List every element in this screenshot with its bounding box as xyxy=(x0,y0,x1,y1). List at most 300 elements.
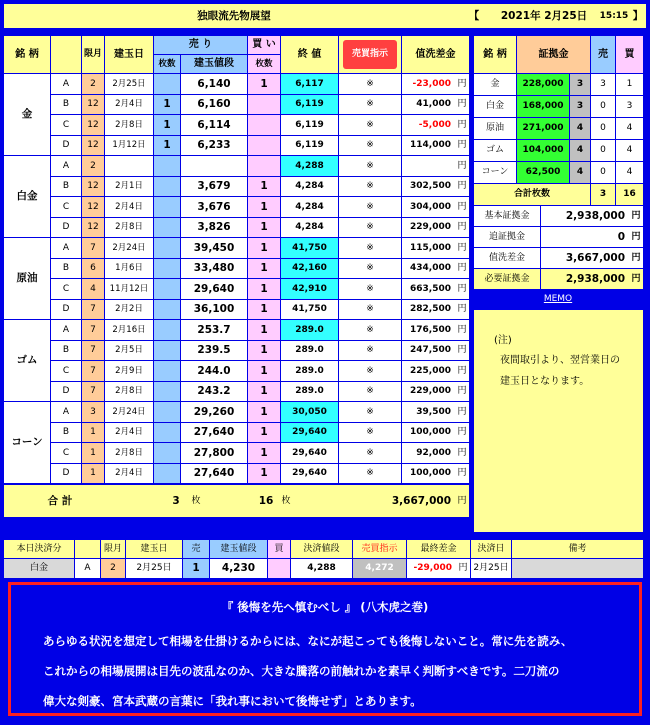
settle-header-0: 本日決済分 xyxy=(4,540,74,558)
settle-header-10: 備考 xyxy=(512,540,643,558)
settle-entry-date: 2月25日 xyxy=(126,559,182,578)
row-signal: ※ xyxy=(339,74,401,94)
side-row-sell: 3 xyxy=(591,74,615,95)
row-sell-qty xyxy=(154,402,180,422)
row-signal: ※ xyxy=(339,382,401,401)
row-tag: B xyxy=(51,177,81,196)
header-sell-qty: 枚数 xyxy=(154,55,180,73)
side-total-label: 合計枚数 xyxy=(474,184,590,205)
row-entry-price: 39,450 xyxy=(181,238,247,258)
side-row-name: ゴム xyxy=(474,140,516,161)
settle-note xyxy=(512,559,643,578)
row-close: 42,160 xyxy=(281,259,338,278)
row-signal: ※ xyxy=(339,218,401,237)
row-tag: A xyxy=(51,320,81,340)
settle-tag: A xyxy=(75,559,100,578)
row-buy-qty: 1 xyxy=(248,259,280,278)
total-mark-diff: 3,667,000 xyxy=(370,485,455,517)
row-sell-qty xyxy=(154,279,180,299)
row-tag: C xyxy=(51,361,81,381)
side-row-margin: 62,500 xyxy=(517,162,569,183)
row-unit: 円 xyxy=(455,95,469,114)
side-row-count: 4 xyxy=(570,118,590,139)
row-close: 289.0 xyxy=(281,320,338,340)
row-tag: D xyxy=(51,464,81,483)
side-row-sell: 0 xyxy=(591,118,615,139)
settle-header-6: 決済値段 xyxy=(291,540,352,558)
row-mark-diff: 247,500 xyxy=(402,341,455,360)
row-tag: D xyxy=(51,218,81,237)
bracket-open: 【 xyxy=(468,9,480,22)
row-mark-diff: 41,000 xyxy=(402,95,455,114)
row-buy-qty: 1 xyxy=(248,279,280,299)
settle-header-9: 決済日 xyxy=(471,540,511,558)
row-signal: ※ xyxy=(339,156,401,176)
header-time: 15:15 xyxy=(599,10,629,21)
row-entry-date: 2月8日 xyxy=(105,115,153,135)
settle-header-8: 最終差金 xyxy=(407,540,470,558)
row-sell-qty: 1 xyxy=(154,136,180,155)
row-unit: 円 xyxy=(455,423,469,442)
row-close: 30,050 xyxy=(281,402,338,422)
quote-line-2: これからの相場展開は目先の波乱なのか、大きな騰落の前触れかを素早く判断すべきです。二刀流の xyxy=(43,664,560,678)
row-buy-qty xyxy=(248,136,280,155)
row-tag: D xyxy=(51,136,81,155)
row-close: 42,910 xyxy=(281,279,338,299)
row-sell-qty xyxy=(154,156,180,176)
row-entry-date: 2月5日 xyxy=(105,341,153,360)
row-close: 4,288 xyxy=(281,156,338,176)
row-entry-price: 36,100 xyxy=(181,300,247,319)
row-entry-price: 243.2 xyxy=(181,382,247,401)
title-bar xyxy=(2,2,648,30)
header-signal xyxy=(339,36,401,73)
row-entry-price: 3,679 xyxy=(181,177,247,196)
row-month: 1 xyxy=(82,423,104,442)
row-entry-price: 3,826 xyxy=(181,218,247,237)
row-entry-date: 2月25日 xyxy=(105,74,153,94)
group-name-3: ゴム xyxy=(4,320,50,401)
row-close: 6,119 xyxy=(281,136,338,155)
header-date: 2021年 2月25日 xyxy=(500,9,588,22)
row-sell-qty xyxy=(154,423,180,442)
side-header-buy: 買 xyxy=(616,36,643,73)
row-entry-date: 1月12日 xyxy=(105,136,153,155)
signal-badge: 売買指示 xyxy=(343,40,397,69)
side-row-buy: 4 xyxy=(616,162,643,183)
row-buy-qty xyxy=(248,95,280,114)
row-mark-diff: 39,500 xyxy=(402,402,455,422)
row-tag: C xyxy=(51,443,81,463)
row-tag: D xyxy=(51,382,81,401)
row-buy-qty: 1 xyxy=(248,197,280,217)
row-sell-qty: 1 xyxy=(154,95,180,114)
row-month: 1 xyxy=(82,464,104,483)
row-entry-price: 239.5 xyxy=(181,341,247,360)
row-unit: 円 xyxy=(455,341,469,360)
row-month: 12 xyxy=(82,95,104,114)
row-tag: B xyxy=(51,259,81,278)
row-buy-qty: 1 xyxy=(248,238,280,258)
header-month: 限月 xyxy=(82,36,104,73)
summary-label: 追証拠金 xyxy=(474,227,540,247)
side-header-sell: 売 xyxy=(591,36,615,73)
row-entry-price: 3,676 xyxy=(181,197,247,217)
row-signal: ※ xyxy=(339,464,401,483)
row-sell-qty xyxy=(154,382,180,401)
row-mark-diff: 302,500 xyxy=(402,177,455,196)
row-close: 4,284 xyxy=(281,197,338,217)
total-buy-unit: 枚 xyxy=(278,485,294,517)
summary-unit: 円 xyxy=(629,206,643,226)
row-month: 6 xyxy=(82,259,104,278)
row-buy-qty: 1 xyxy=(248,341,280,360)
row-sell-qty xyxy=(154,300,180,319)
row-unit: 円 xyxy=(455,361,469,381)
row-entry-price: 6,233 xyxy=(181,136,247,155)
row-tag: D xyxy=(51,300,81,319)
row-mark-diff: 282,500 xyxy=(402,300,455,319)
row-unit: 円 xyxy=(455,279,469,299)
row-mark-diff: 115,000 xyxy=(402,238,455,258)
row-unit: 円 xyxy=(455,74,469,94)
settle-buy-qty xyxy=(268,559,290,578)
side-row-margin: 271,000 xyxy=(517,118,569,139)
row-entry-date: 2月1日 xyxy=(105,177,153,196)
row-tag: B xyxy=(51,423,81,442)
side-row-margin: 168,000 xyxy=(517,96,569,117)
row-tag: B xyxy=(51,95,81,114)
row-signal: ※ xyxy=(339,361,401,381)
row-mark-diff: 304,000 xyxy=(402,197,455,217)
header-entry-date: 建玉日 xyxy=(105,36,153,73)
side-row-margin: 104,000 xyxy=(517,140,569,161)
row-unit: 円 xyxy=(455,464,469,483)
row-close: 4,284 xyxy=(281,177,338,196)
row-entry-date: 2月24日 xyxy=(105,402,153,422)
settle-brand: 白金 xyxy=(4,559,74,578)
row-buy-qty: 1 xyxy=(248,464,280,483)
row-tag: B xyxy=(51,341,81,360)
row-entry-date: 2月4日 xyxy=(105,464,153,483)
header-entry-price: 建玉値段 xyxy=(181,55,247,73)
row-buy-qty: 1 xyxy=(248,423,280,442)
row-signal: ※ xyxy=(339,443,401,463)
side-row-name: 金 xyxy=(474,74,516,95)
side-row-buy: 1 xyxy=(616,74,643,95)
side-row-count: 4 xyxy=(570,162,590,183)
header-brand: 銘 柄 xyxy=(4,36,50,73)
settle-header-3: 売 xyxy=(183,540,209,558)
side-row-name: コーン xyxy=(474,162,516,183)
row-signal: ※ xyxy=(339,238,401,258)
memo-line-2: 建玉日となります。 xyxy=(496,375,636,389)
row-buy-qty: 1 xyxy=(248,218,280,237)
row-month: 2 xyxy=(82,74,104,94)
row-close: 41,750 xyxy=(281,238,338,258)
row-buy-qty xyxy=(248,115,280,135)
row-close: 6,119 xyxy=(281,115,338,135)
row-signal: ※ xyxy=(339,136,401,155)
row-entry-price: 6,114 xyxy=(181,115,247,135)
row-mark-diff: 114,000 xyxy=(402,136,455,155)
row-tag: A xyxy=(51,238,81,258)
side-row-sell: 0 xyxy=(591,140,615,161)
header-mark-diff: 值洗差金 xyxy=(402,36,469,73)
row-entry-date: 1月6日 xyxy=(105,259,153,278)
memo-link[interactable]: MEMO xyxy=(543,293,573,304)
summary-value: 2,938,000 xyxy=(541,269,629,289)
row-entry-price: 253.7 xyxy=(181,320,247,340)
settle-date: 2月25日 xyxy=(471,559,511,578)
row-close: 41,750 xyxy=(281,300,338,319)
row-month: 7 xyxy=(82,238,104,258)
row-entry-date: 2月8日 xyxy=(105,218,153,237)
row-buy-qty: 1 xyxy=(248,320,280,340)
summary-unit: 円 xyxy=(629,227,643,247)
row-close: 6,119 xyxy=(281,95,338,114)
row-mark-diff: 92,000 xyxy=(402,443,455,463)
settle-price: 4,288 xyxy=(291,559,352,578)
row-unit: 円 xyxy=(455,259,469,278)
row-entry-date: 2月4日 xyxy=(105,197,153,217)
row-month: 12 xyxy=(82,177,104,196)
side-header-margin: 証拠金 xyxy=(517,36,590,73)
side-row-name: 白金 xyxy=(474,96,516,117)
summary-label: 值洗差金 xyxy=(474,248,540,268)
row-buy-qty: 1 xyxy=(248,361,280,381)
row-unit: 円 xyxy=(455,300,469,319)
settle-signal: 4,272 xyxy=(353,559,406,578)
side-total-sell: 3 xyxy=(591,184,615,205)
row-entry-price: 29,640 xyxy=(181,279,247,299)
row-entry-price: 27,640 xyxy=(181,423,247,442)
row-signal: ※ xyxy=(339,95,401,114)
row-unit: 円 xyxy=(455,136,469,155)
row-sell-qty xyxy=(154,74,180,94)
row-mark-diff: 663,500 xyxy=(402,279,455,299)
row-mark-diff: 100,000 xyxy=(402,464,455,483)
total-unit: 円 xyxy=(455,485,469,517)
row-tag: C xyxy=(51,197,81,217)
bracket-close: 】 xyxy=(632,9,644,22)
row-entry-date: 2月9日 xyxy=(105,361,153,381)
total-sell-unit: 枚 xyxy=(188,485,204,517)
total-buy-qty: 16 xyxy=(254,485,278,517)
side-header-brand: 銘 柄 xyxy=(474,36,516,73)
row-month: 12 xyxy=(82,197,104,217)
group-name-1: 白金 xyxy=(4,156,50,237)
quote-line-1: あらゆる状況を想定して相場を仕掛けるからには、なにが起こっても後悔しないこと。常に先を読み、 xyxy=(43,634,573,648)
row-month: 12 xyxy=(82,218,104,237)
row-sell-qty xyxy=(154,218,180,237)
row-entry-date: 2月2日 xyxy=(105,300,153,319)
row-unit: 円 xyxy=(455,320,469,340)
row-month: 12 xyxy=(82,115,104,135)
settle-header-5: 買 xyxy=(268,540,290,558)
settle-sell-qty: 1 xyxy=(183,559,209,578)
row-close: 289.0 xyxy=(281,361,338,381)
row-tag: C xyxy=(51,115,81,135)
row-close: 4,284 xyxy=(281,218,338,237)
summary-label: 必要証拠金 xyxy=(474,269,540,289)
row-unit: 円 xyxy=(455,197,469,217)
row-buy-qty: 1 xyxy=(248,382,280,401)
row-close: 29,640 xyxy=(281,443,338,463)
quote-line-3: 偉大な剣豪、宮本武蔵の言葉に「我れ事において後悔せず」とあります。 xyxy=(43,694,422,708)
summary-label: 基本証拠金 xyxy=(474,206,540,226)
header-buy-qty: 枚数 xyxy=(248,55,280,73)
row-mark-diff: -23,000 xyxy=(402,74,455,94)
row-sell-qty xyxy=(154,259,180,278)
row-entry-price: 6,140 xyxy=(181,74,247,94)
row-buy-qty xyxy=(248,156,280,176)
row-entry-date: 2月8日 xyxy=(105,382,153,401)
row-signal: ※ xyxy=(339,279,401,299)
row-month: 4 xyxy=(82,279,104,299)
summary-unit: 円 xyxy=(629,248,643,268)
header-tag-blank xyxy=(51,36,81,73)
row-month: 7 xyxy=(82,361,104,381)
row-unit: 円 xyxy=(455,382,469,401)
row-entry-date xyxy=(105,156,153,176)
row-month: 7 xyxy=(82,300,104,319)
settle-header-blank xyxy=(75,540,100,558)
row-buy-qty: 1 xyxy=(248,402,280,422)
row-signal: ※ xyxy=(339,259,401,278)
row-unit: 円 xyxy=(455,402,469,422)
row-entry-price xyxy=(181,156,247,176)
row-buy-qty: 1 xyxy=(248,300,280,319)
side-total-buy: 16 xyxy=(616,184,643,205)
row-tag: C xyxy=(51,279,81,299)
header-sell: 売 り xyxy=(154,36,247,54)
row-month: 12 xyxy=(82,136,104,155)
row-sell-qty xyxy=(154,443,180,463)
row-unit: 円 xyxy=(455,156,469,176)
row-month: 7 xyxy=(82,341,104,360)
row-tag: A xyxy=(51,402,81,422)
side-row-count: 3 xyxy=(570,74,590,95)
row-month: 3 xyxy=(82,402,104,422)
row-entry-date: 2月16日 xyxy=(105,320,153,340)
settle-entry-price: 4,230 xyxy=(210,559,267,578)
row-mark-diff: 176,500 xyxy=(402,320,455,340)
row-close: 289.0 xyxy=(281,382,338,401)
header-close: 終 値 xyxy=(281,36,338,73)
row-sell-qty xyxy=(154,361,180,381)
row-entry-date: 2月8日 xyxy=(105,443,153,463)
row-entry-price: 27,800 xyxy=(181,443,247,463)
row-mark-diff xyxy=(402,156,455,176)
header-buy: 買 い xyxy=(248,36,280,54)
row-entry-price: 27,640 xyxy=(181,464,247,483)
row-entry-price: 33,480 xyxy=(181,259,247,278)
summary-value: 2,938,000 xyxy=(541,206,629,226)
settle-month: 2 xyxy=(101,559,125,578)
row-mark-diff: -5,000 xyxy=(402,115,455,135)
row-signal: ※ xyxy=(339,177,401,196)
settle-header-2: 建玉日 xyxy=(126,540,182,558)
group-name-0: 金 xyxy=(4,74,50,155)
row-signal: ※ xyxy=(339,320,401,340)
page-title: 独眼流先物展望 xyxy=(197,9,271,22)
row-mark-diff: 434,000 xyxy=(402,259,455,278)
row-entry-date: 2月4日 xyxy=(105,95,153,114)
side-row-count: 4 xyxy=(570,140,590,161)
summary-unit: 円 xyxy=(629,269,643,289)
row-tag: A xyxy=(51,156,81,176)
row-entry-price: 29,260 xyxy=(181,402,247,422)
row-tag: A xyxy=(51,74,81,94)
row-signal: ※ xyxy=(339,300,401,319)
row-sell-qty xyxy=(154,177,180,196)
memo-line-1: 夜間取引より、翌営業日の xyxy=(496,354,636,368)
quote-box xyxy=(8,582,642,716)
row-signal: ※ xyxy=(339,402,401,422)
summary-value: 0 xyxy=(541,227,629,247)
row-mark-diff: 100,000 xyxy=(402,423,455,442)
side-row-buy: 4 xyxy=(616,118,643,139)
side-row-sell: 0 xyxy=(591,162,615,183)
settle-header-4: 建玉値段 xyxy=(210,540,267,558)
row-mark-diff: 225,000 xyxy=(402,361,455,381)
row-buy-qty: 1 xyxy=(248,74,280,94)
memo-note-label: (注) xyxy=(490,334,530,348)
summary-value: 3,667,000 xyxy=(541,248,629,268)
group-name-2: 原油 xyxy=(4,238,50,319)
row-close: 289.0 xyxy=(281,341,338,360)
row-month: 1 xyxy=(82,443,104,463)
side-row-sell: 0 xyxy=(591,96,615,117)
row-close: 29,640 xyxy=(281,464,338,483)
row-entry-price: 6,160 xyxy=(181,95,247,114)
row-entry-price: 244.0 xyxy=(181,361,247,381)
quote-title: 『 後悔を先へ慎むべし 』 (八木虎之巻) xyxy=(221,600,429,614)
row-mark-diff: 229,000 xyxy=(402,218,455,237)
side-row-count: 3 xyxy=(570,96,590,117)
row-sell-qty xyxy=(154,238,180,258)
row-unit: 円 xyxy=(455,443,469,463)
row-buy-qty: 1 xyxy=(248,177,280,196)
row-close: 29,640 xyxy=(281,423,338,442)
row-entry-date: 2月24日 xyxy=(105,238,153,258)
settle-header-7: 売買指示 xyxy=(353,540,406,558)
row-sell-qty: 1 xyxy=(154,115,180,135)
row-month: 7 xyxy=(82,382,104,401)
group-name-4: コーン xyxy=(4,402,50,483)
row-sell-qty xyxy=(154,464,180,483)
row-signal: ※ xyxy=(339,197,401,217)
row-sell-qty xyxy=(154,320,180,340)
row-unit: 円 xyxy=(455,218,469,237)
row-sell-qty xyxy=(154,341,180,360)
row-entry-date: 2月4日 xyxy=(105,423,153,442)
row-unit: 円 xyxy=(455,177,469,196)
row-entry-date: 11月12日 xyxy=(105,279,153,299)
total-label: 合 計 xyxy=(30,485,90,517)
row-month: 7 xyxy=(82,320,104,340)
side-row-buy: 3 xyxy=(616,96,643,117)
row-signal: ※ xyxy=(339,341,401,360)
row-signal: ※ xyxy=(339,115,401,135)
row-mark-diff: 229,000 xyxy=(402,382,455,401)
row-unit: 円 xyxy=(455,115,469,135)
row-unit: 円 xyxy=(455,238,469,258)
total-sell-qty: 3 xyxy=(164,485,188,517)
settle-unit: 円 xyxy=(456,559,470,578)
side-row-buy: 4 xyxy=(616,140,643,161)
